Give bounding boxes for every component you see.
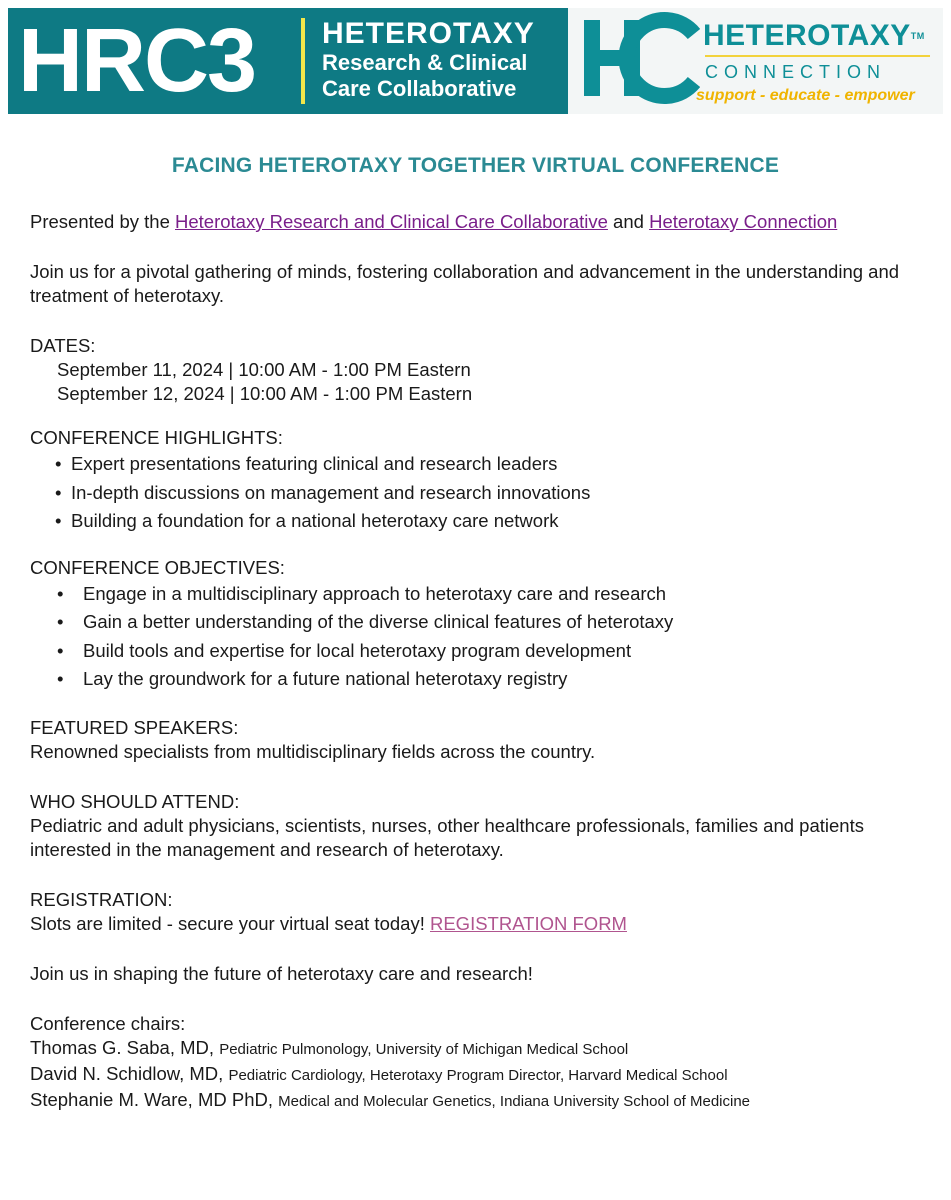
hc-separator bbox=[705, 55, 930, 57]
highlights-heading: CONFERENCE HIGHLIGHTS: bbox=[30, 427, 283, 448]
registration-text bbox=[30, 912, 910, 936]
hrc3-title-line1: HETEROTAXY bbox=[322, 17, 535, 50]
hrc3-title-line3: Care Collaborative bbox=[322, 76, 517, 101]
attend-text: Pediatric and adult physicians, scientists, nurses, other healthcare professionals, families and patients interested in the management and research of heterotaxy. bbox=[30, 814, 864, 860]
presented-by bbox=[30, 210, 910, 234]
trademark: TM bbox=[910, 31, 925, 41]
hc-panel bbox=[568, 8, 943, 114]
date-item: September 12, 2024 | 10:00 AM - 1:00 PM Eastern bbox=[57, 383, 473, 404]
chair-affiliation: Pediatric Pulmonology, University of Michigan Medical School bbox=[219, 1040, 629, 1058]
chairs-section bbox=[30, 1012, 910, 1114]
hrc3-logo: HRC3 bbox=[18, 11, 256, 111]
document-body bbox=[30, 210, 910, 1114]
objectives-list bbox=[30, 580, 910, 694]
hrc3-link[interactable]: Heterotaxy Research and Clinical Care Collaborative bbox=[175, 211, 608, 232]
highlights-list bbox=[30, 450, 910, 536]
hrc3-title bbox=[322, 18, 535, 102]
chair-name: Stephanie M. Ware, MD PhD, bbox=[30, 1088, 279, 1110]
hc-name-text: HETEROTAXY bbox=[703, 19, 911, 52]
presented-middle: and bbox=[607, 211, 650, 232]
dates-heading: DATES: bbox=[30, 335, 96, 356]
hrc3-title-line2: Research & Clinical bbox=[322, 50, 528, 75]
chair-item bbox=[30, 1036, 910, 1062]
list-item: • Engage in a multidisciplinary approach to heterotaxy care and research bbox=[30, 580, 910, 609]
chair-item bbox=[30, 1062, 910, 1088]
attend-heading: WHO SHOULD ATTEND: bbox=[30, 790, 240, 812]
list-item: • In-depth discussions on management and research innovations bbox=[30, 479, 910, 508]
hrc3-divider bbox=[301, 18, 305, 104]
speakers-heading: FEATURED SPEAKERS: bbox=[30, 716, 239, 738]
registration-prompt: Slots are limited - secure your virtual seat today! bbox=[30, 912, 430, 934]
list-item: • Lay the groundwork for a future national heterotaxy registry bbox=[30, 665, 910, 694]
header-banner bbox=[8, 8, 943, 114]
registration-form-link[interactable]: REGISTRATION FORM bbox=[429, 912, 627, 934]
closing-text: Join us in shaping the future of heterotaxy care and research! bbox=[30, 962, 533, 984]
hrc3-panel bbox=[8, 8, 568, 114]
list-item: • Gain a better understanding of the diverse clinical features of heterotaxy bbox=[30, 608, 910, 637]
chair-name: Thomas G. Saba, MD, bbox=[30, 1036, 220, 1058]
list-item: • Build tools and expertise for local heterotaxy program development bbox=[30, 637, 910, 666]
chairs-heading: Conference chairs: bbox=[30, 1012, 186, 1034]
chair-name: David N. Schidlow, MD, bbox=[30, 1062, 229, 1084]
hc-link[interactable]: Heterotaxy Connection bbox=[649, 211, 838, 232]
speakers-text: Renowned specialists from multidisciplinary fields across the country. bbox=[30, 740, 596, 762]
hc-connection: CONNECTION bbox=[705, 62, 886, 82]
list-item: • Building a foundation for a national heterotaxy care network bbox=[30, 507, 910, 536]
page-title: FACING HETEROTAXY TOGETHER VIRTUAL CONFERENCE bbox=[171, 154, 780, 177]
registration-heading: REGISTRATION: bbox=[30, 888, 173, 910]
objectives-heading: CONFERENCE OBJECTIVES: bbox=[30, 556, 285, 578]
hc-name bbox=[703, 20, 925, 52]
intro-text: Join us for a pivotal gathering of minds, fostering collaboration and advancement in the understanding and treatment of heterotaxy. bbox=[30, 261, 900, 306]
date-item: September 11, 2024 | 10:00 AM - 1:00 PM Eastern bbox=[57, 359, 471, 380]
presented-prefix: Presented by the bbox=[30, 211, 176, 232]
hc-tagline: support - educate - empower bbox=[696, 87, 915, 104]
list-item: • Expert presentations featuring clinical and research leaders bbox=[30, 450, 910, 479]
hc-logo-icon bbox=[580, 6, 700, 106]
chair-affiliation: Pediatric Cardiology, Heterotaxy Program Director, Harvard Medical School bbox=[228, 1066, 728, 1084]
chair-affiliation: Medical and Molecular Genetics, Indiana University School of Medicine bbox=[278, 1092, 751, 1110]
chair-item bbox=[30, 1088, 910, 1114]
